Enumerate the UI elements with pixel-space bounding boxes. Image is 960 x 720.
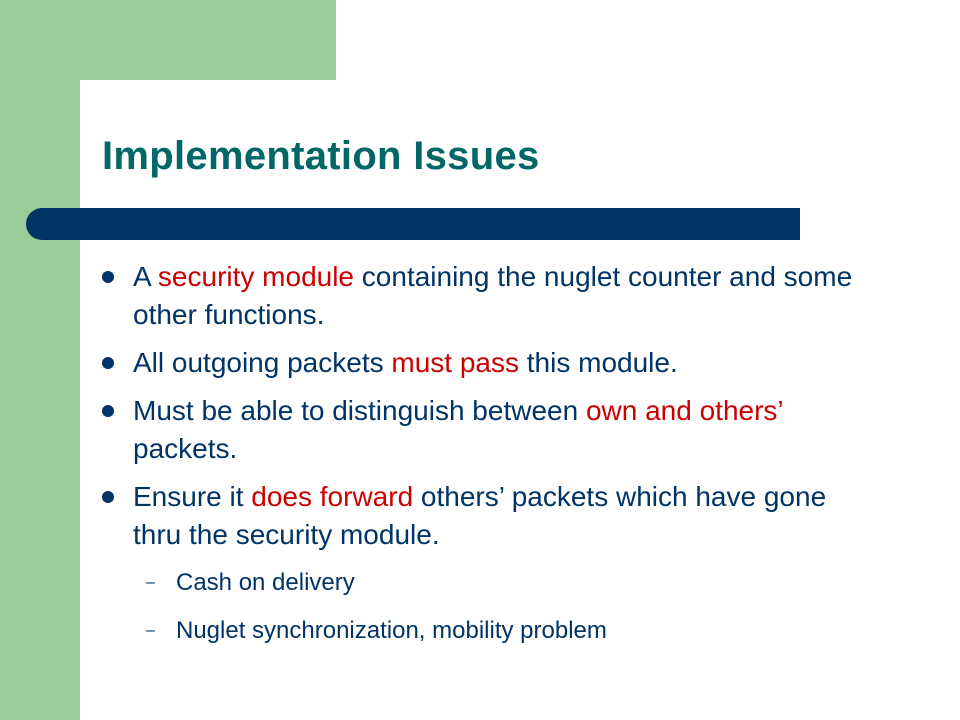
bullet-dot-icon xyxy=(102,357,114,369)
bullet-text: All outgoing packets must pass this module. xyxy=(133,347,678,378)
slide-body xyxy=(96,258,876,646)
bullet-dot-icon xyxy=(102,491,114,503)
dash-icon: – xyxy=(146,574,155,591)
highlight-text: security module xyxy=(157,261,355,292)
highlight-text: own and others’ xyxy=(585,395,783,426)
sub-bullet-text: Nuglet synchronization, mobility problem xyxy=(176,617,607,644)
dash-icon: – xyxy=(146,622,155,639)
bullet-text: A security module containing the nuglet counter and some other functions. xyxy=(133,261,853,330)
bullet-item xyxy=(96,344,876,382)
bullet-dot-icon xyxy=(102,405,114,417)
top-accent-bar xyxy=(0,0,336,80)
highlight-text: does forward xyxy=(251,481,414,512)
sub-bullet-item xyxy=(96,616,876,646)
bullet-item xyxy=(96,392,876,468)
highlight-text: must pass xyxy=(391,347,519,378)
bullet-text: Ensure it does forward others’ packets which have gone thru the security module. xyxy=(133,481,827,550)
slide-title: Implementation Issues xyxy=(102,134,540,178)
bullet-dot-icon xyxy=(102,271,114,283)
title-underline-bar xyxy=(26,208,800,240)
bullet-text: Must be able to distinguish between own and others’ packets. xyxy=(133,395,783,464)
sub-bullet-item xyxy=(96,568,876,598)
sub-bullet-text: Cash on delivery xyxy=(176,569,355,596)
bullet-item xyxy=(96,478,876,554)
left-accent-bar xyxy=(0,0,80,720)
bullet-item xyxy=(96,258,876,334)
